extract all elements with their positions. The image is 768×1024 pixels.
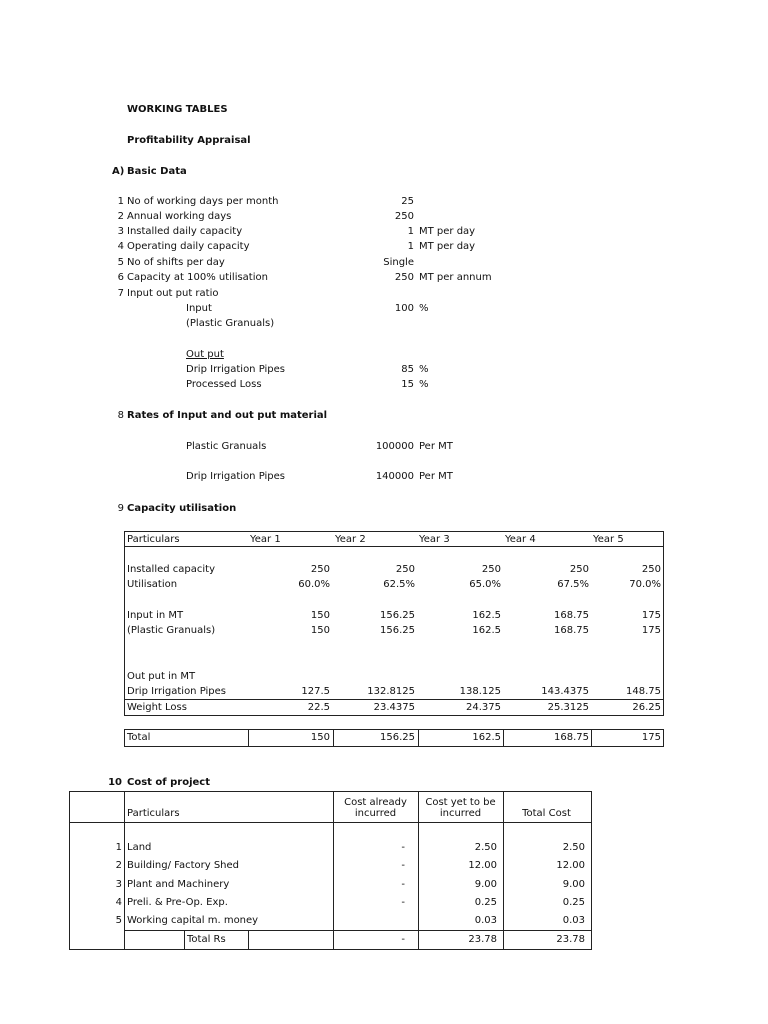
- cost-row-yet: 9.00: [474, 879, 497, 890]
- rates-item2-value: 140000: [375, 471, 414, 482]
- ratio-pipes-label: Drip Irrigation Pipes: [186, 364, 285, 375]
- ratio-loss-unit: %: [419, 379, 429, 390]
- capacity-cell: 25.3125: [547, 702, 589, 713]
- cost-row-no: 2: [115, 860, 122, 871]
- capacity-total-cell: 168.75: [554, 732, 589, 743]
- basic-no: 1: [117, 196, 124, 207]
- rates-item1-label: Plastic Granuals: [186, 441, 267, 452]
- basic-no: 2: [117, 211, 124, 222]
- basic-label: Input out put ratio: [127, 288, 219, 299]
- basic-no: 7: [117, 288, 124, 299]
- cost-row-incurred: -: [401, 842, 405, 853]
- cost-row-no: 4: [115, 897, 122, 908]
- capacity-cell: 24.375: [466, 702, 501, 713]
- cost-row-incurred: -: [401, 897, 405, 908]
- cost-header-particulars: Particulars: [127, 808, 180, 819]
- capacity-cell: 250: [569, 564, 589, 575]
- cost-total-divider: [124, 930, 591, 931]
- capacity-title: Capacity utilisation: [127, 503, 237, 514]
- ratio-loss-value: 15: [401, 379, 414, 390]
- basic-value: Single: [383, 257, 414, 268]
- basic-value: 25: [401, 196, 414, 207]
- capacity-cell: 150: [310, 610, 330, 621]
- capacity-total-divider: [248, 729, 249, 746]
- capacity-cell: 60.0%: [298, 579, 330, 590]
- capacity-cell: 250: [310, 564, 330, 575]
- cost-col-divider: [124, 791, 125, 949]
- capacity-no: 9: [117, 503, 124, 514]
- capacity-row-divider: [124, 699, 663, 700]
- basic-unit: MT per day: [419, 241, 476, 252]
- cost-row-label: Building/ Factory Shed: [127, 860, 240, 871]
- cost-total-yet: 23.78: [468, 934, 497, 945]
- cost-row-no: 3: [115, 879, 122, 890]
- rates-item2-label: Drip Irrigation Pipes: [186, 471, 285, 482]
- capacity-cell: 143.4375: [541, 686, 589, 697]
- capacity-total-label: Total: [127, 732, 151, 743]
- rates-title: Rates of Input and out put material: [127, 410, 328, 421]
- cost-total-label: Total Rs: [187, 934, 226, 945]
- rates-item2-unit: Per MT: [419, 471, 453, 482]
- ratio-pipes-unit: %: [419, 364, 429, 375]
- capacity-cell: 148.75: [626, 686, 661, 697]
- capacity-row-label: Installed capacity: [127, 564, 215, 575]
- capacity-row-label: Out put in MT: [127, 671, 196, 682]
- basic-value: 1: [407, 226, 414, 237]
- capacity-cell: 22.5: [307, 702, 330, 713]
- capacity-total-cell: 156.25: [380, 732, 415, 743]
- cost-row-total: 0.03: [562, 915, 585, 926]
- capacity-total-cell: 162.5: [472, 732, 501, 743]
- cost-total-cell-divider: [248, 930, 249, 949]
- cost-row-no: 5: [115, 915, 122, 926]
- capacity-cell: 70.0%: [629, 579, 661, 590]
- capacity-cell: 168.75: [554, 610, 589, 621]
- ratio-input-value: 100: [394, 303, 414, 314]
- rates-item1-unit: Per MT: [419, 441, 453, 452]
- capacity-cell: 65.0%: [469, 579, 501, 590]
- capacity-header-year: Year 4: [505, 534, 536, 545]
- cost-row-label: Land: [127, 842, 152, 853]
- rates-item1-value: 100000: [375, 441, 414, 452]
- capacity-cell: 26.25: [632, 702, 661, 713]
- cost-row-total: 0.25: [562, 897, 585, 908]
- cost-row-label: Preli. & Pre-Op. Exp.: [127, 897, 228, 908]
- cost-header-divider: [69, 822, 591, 823]
- capacity-cell: 168.75: [554, 625, 589, 636]
- basic-no: 5: [117, 257, 124, 268]
- cost-no: 10: [108, 777, 122, 788]
- capacity-header-particulars: Particulars: [127, 534, 180, 545]
- cost-total-total: 23.78: [556, 934, 585, 945]
- section-a-label: A): [112, 166, 125, 177]
- capacity-total-divider: [591, 729, 592, 746]
- cost-row-label: Plant and Machinery: [127, 879, 230, 890]
- capacity-cell: 150: [310, 625, 330, 636]
- capacity-cell: 250: [481, 564, 501, 575]
- capacity-cell: 132.8125: [367, 686, 415, 697]
- capacity-row-label: Drip Irrigation Pipes: [127, 686, 226, 697]
- cost-row-total: 2.50: [562, 842, 585, 853]
- capacity-row-label: Input in MT: [127, 610, 184, 621]
- basic-value: 1: [407, 241, 414, 252]
- basic-no: 4: [117, 241, 124, 252]
- cost-row-total: 12.00: [556, 860, 585, 871]
- capacity-cell: 250: [395, 564, 415, 575]
- capacity-total-divider: [333, 729, 334, 746]
- basic-label: Capacity at 100% utilisation: [127, 272, 268, 283]
- basic-label: Installed daily capacity: [127, 226, 243, 237]
- cost-row-yet: 2.50: [474, 842, 497, 853]
- capacity-total-divider: [503, 729, 504, 746]
- capacity-header-year: Year 2: [335, 534, 366, 545]
- basic-no: 6: [117, 272, 124, 283]
- basic-value: 250: [394, 272, 414, 283]
- ratio-loss-label: Processed Loss: [186, 379, 262, 390]
- ratio-pipes-value: 85: [401, 364, 414, 375]
- capacity-cell: 175: [641, 610, 661, 621]
- capacity-header-year: Year 5: [593, 534, 624, 545]
- capacity-header-year: Year 3: [419, 534, 450, 545]
- ratio-input-label: Input: [186, 303, 212, 314]
- cost-row-yet: 0.03: [474, 915, 497, 926]
- cost-row-no: 1: [115, 842, 122, 853]
- capacity-cell: 23.4375: [373, 702, 415, 713]
- capacity-total-cell: 150: [310, 732, 330, 743]
- capacity-total-cell: 175: [641, 732, 661, 743]
- cost-title: Cost of project: [127, 777, 211, 788]
- page-subtitle: Profitability Appraisal: [127, 135, 251, 146]
- cost-row-yet: 12.00: [468, 860, 497, 871]
- cost-header-incurred-2: incurred: [354, 808, 397, 819]
- capacity-row-label: Utilisation: [127, 579, 178, 590]
- capacity-header-year: Year 1: [250, 534, 281, 545]
- capacity-cell: 127.5: [301, 686, 330, 697]
- capacity-cell: 162.5: [472, 625, 501, 636]
- ratio-input-unit: %: [419, 303, 429, 314]
- basic-label: Annual working days: [127, 211, 232, 222]
- capacity-header-divider: [124, 546, 663, 547]
- cost-row-incurred: -: [401, 860, 405, 871]
- cost-header-yet-1: Cost yet to be: [425, 797, 496, 808]
- cost-header-total: Total Cost: [522, 808, 571, 819]
- capacity-row-label: Weight Loss: [127, 702, 187, 713]
- cost-total-cell-divider: [184, 930, 185, 949]
- capacity-total-divider: [418, 729, 419, 746]
- cost-row-label: Working capital m. money: [127, 915, 259, 926]
- capacity-row-label: (Plastic Granuals): [127, 625, 216, 636]
- basic-label: Operating daily capacity: [127, 241, 250, 252]
- capacity-cell: 175: [641, 625, 661, 636]
- rates-no: 8: [117, 410, 124, 421]
- cost-row-total: 9.00: [562, 879, 585, 890]
- ratio-output-heading: Out put: [186, 349, 224, 360]
- capacity-cell: 67.5%: [557, 579, 589, 590]
- basic-label: No of shifts per day: [127, 257, 225, 268]
- cost-header-yet-2: incurred: [439, 808, 482, 819]
- ratio-input-sub: (Plastic Granuals): [186, 318, 275, 329]
- basic-value: 250: [394, 211, 414, 222]
- cost-total-incurred: -: [401, 934, 405, 945]
- basic-no: 3: [117, 226, 124, 237]
- cost-header-incurred-1: Cost already: [344, 797, 407, 808]
- basic-unit: MT per annum: [419, 272, 492, 283]
- capacity-cell: 156.25: [380, 625, 415, 636]
- capacity-cell: 62.5%: [383, 579, 415, 590]
- capacity-cell: 250: [641, 564, 661, 575]
- cost-row-incurred: -: [401, 879, 405, 890]
- section-a-title: Basic Data: [127, 166, 187, 177]
- basic-unit: MT per day: [419, 226, 476, 237]
- capacity-cell: 138.125: [459, 686, 501, 697]
- cost-row-yet: 0.25: [474, 897, 497, 908]
- basic-label: No of working days per month: [127, 196, 279, 207]
- page-title: WORKING TABLES: [127, 104, 228, 115]
- capacity-cell: 156.25: [380, 610, 415, 621]
- capacity-cell: 162.5: [472, 610, 501, 621]
